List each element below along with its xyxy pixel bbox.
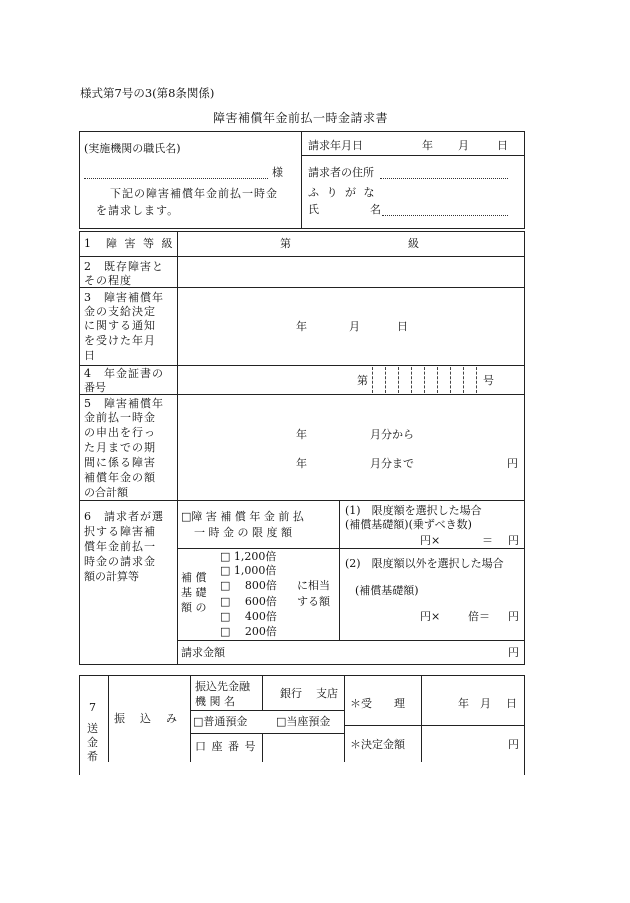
bank-ginko: 銀行 — [280, 687, 302, 700]
row3-day: 日 — [397, 320, 408, 333]
soto-1: に相当 — [297, 579, 330, 592]
receipt-month: 月 — [480, 697, 491, 710]
cert-digit-sep — [411, 367, 412, 393]
row1-dai: 第 — [280, 237, 291, 250]
case2-sub: (補償基礎額) — [355, 584, 419, 597]
row3-label-4: 日 — [84, 349, 95, 362]
cert-digit-sep — [437, 367, 438, 393]
row-sep-4 — [79, 394, 525, 395]
case2-yen2: 円 — [508, 610, 519, 623]
row1-label: 1 障 害 等 級 — [84, 237, 175, 250]
remit-row-b — [190, 733, 344, 734]
multiplier-200[interactable]: □ 200倍 — [220, 625, 277, 638]
address-dotted-line[interactable] — [380, 178, 508, 179]
furigana-label: ふ り が な — [308, 186, 377, 199]
remit-col-3b — [262, 733, 263, 762]
cert-digit-sep — [463, 367, 464, 393]
hosho-kiso-3: 額 の — [181, 601, 207, 614]
case2-yen: 円× — [420, 610, 441, 623]
decision-yen: 円 — [508, 738, 519, 751]
row6-label-4: 額の計算等 — [84, 570, 139, 583]
row6-label-1: 択する障害補 — [84, 525, 156, 538]
request-text-2: を請求します。 — [96, 204, 180, 217]
row3-label-2: に関する通知 — [84, 319, 156, 332]
toza-checkbox[interactable]: □当座預金 — [276, 715, 331, 728]
row5-label-1: 金前払一時金 — [84, 411, 156, 424]
row2-label-2: その程度 — [84, 274, 132, 287]
case1-sub: (補償基礎額)(乗ずべき数) — [345, 518, 472, 531]
row6-mid-divider — [339, 500, 340, 640]
row4-label-2: 番号 — [84, 381, 106, 394]
remit-char-1: 金 — [87, 736, 98, 749]
name-label-1: 氏 — [308, 203, 319, 216]
case2-title: (2) 限度額以外を選択した場合 — [345, 557, 504, 570]
row4-go: 号 — [483, 374, 494, 387]
row3-label-3: を受けた年月 — [84, 334, 156, 347]
multiplier-1000[interactable]: □ 1,000倍 — [220, 564, 277, 577]
agency-label: (実施機関の職氏名) — [84, 142, 181, 155]
remit-row-a — [190, 710, 344, 711]
account-label: 口 座 番 号 — [195, 740, 257, 753]
row-sep-6 — [177, 640, 525, 641]
claim-amount-yen: 円 — [508, 646, 519, 659]
bank-label-2: 機 関 名 — [195, 695, 235, 708]
row5-label-3: た月までの期 — [84, 441, 156, 454]
date-month: 月 — [458, 139, 469, 152]
row5-label-6: の合計額 — [84, 486, 128, 499]
row5-label-5: 補償年金の額 — [84, 471, 156, 484]
remit-col-4 — [344, 675, 345, 762]
name-dotted-line[interactable] — [382, 215, 508, 216]
case2-eq: 倍＝ — [468, 610, 490, 623]
case1-yen2: 円 — [508, 534, 519, 547]
row4-label-1: 4 年金証書の — [84, 367, 164, 380]
case1-title: (1) 限度額を選択した場合 — [345, 504, 482, 517]
row-sep-5 — [79, 500, 525, 501]
remit-row-c — [344, 725, 525, 726]
sama-label: 様 — [272, 166, 283, 179]
row6-label-3: 時金の請求金 — [84, 555, 156, 568]
request-text-1: 下記の障害補償年金前払一時金 — [110, 187, 278, 200]
case1-yen: 円× — [420, 534, 441, 547]
row6-label-2: 償年金前払一 — [84, 540, 156, 553]
remit-col-3a — [262, 675, 263, 710]
row-sep-1 — [79, 256, 525, 257]
row5-yen: 円 — [507, 457, 518, 470]
header-divider — [301, 131, 302, 229]
row5-year-2: 年 — [296, 457, 307, 470]
limit-checkbox-line-2: 一 時 金 の 限 度 額 — [194, 526, 292, 539]
row6-case-sep — [339, 548, 525, 549]
hosho-kiso-2: 基 礎 — [181, 586, 207, 599]
multiplier-1200[interactable]: □ 1,200倍 — [220, 550, 277, 563]
remit-col-1 — [108, 675, 109, 762]
multiplier-400[interactable]: □ 400倍 — [220, 610, 277, 623]
name-label-2: 名 — [370, 203, 381, 216]
hosho-kiso-1: 補 償 — [181, 571, 207, 584]
date-day: 日 — [497, 139, 508, 152]
row3-label-1: 金の支給決定 — [84, 305, 156, 318]
remit-col-5 — [421, 675, 422, 762]
futsu-checkbox[interactable]: □普通預金 — [193, 715, 248, 728]
cert-digit-sep — [476, 367, 477, 393]
claim-amount-label: 請求金額 — [181, 646, 225, 659]
remit-col-2 — [190, 675, 191, 762]
row3-label-0: 3 障害補償年 — [84, 291, 164, 304]
receipt-year: 年 — [458, 697, 469, 710]
multiplier-800[interactable]: □ 800倍 — [220, 579, 277, 592]
limit-checkbox-line-1[interactable]: □障 害 補 償 年 金 前 払 — [181, 510, 304, 523]
cert-digit-sep — [372, 367, 373, 393]
receipt-label: ＊受 理 — [350, 697, 405, 710]
row2-label-1: 2 既存障害と — [84, 260, 164, 273]
row3-month: 月 — [349, 320, 360, 333]
cert-digit-sep — [385, 367, 386, 393]
row5-from: 月分から — [370, 428, 414, 441]
row1-kyu: 級 — [408, 237, 419, 250]
row-sep-3 — [79, 365, 525, 366]
row5-label-2: の申出を行っ — [84, 426, 156, 439]
remit-section-number: 7 — [89, 701, 96, 714]
header-date-line — [301, 155, 525, 156]
row6-limit-sep — [177, 548, 339, 549]
furikomi-label: 振 込 み — [114, 712, 179, 725]
cert-digit-sep — [450, 367, 451, 393]
row5-to: 月分まで — [370, 457, 414, 470]
receipt-day: 日 — [506, 697, 517, 710]
bank-shiten: 支店 — [316, 687, 338, 700]
row-sep-2 — [79, 287, 525, 288]
multiplier-600[interactable]: □ 600倍 — [220, 595, 277, 608]
row6-label-0: 6 請求者が選 — [84, 510, 164, 523]
row5-label-4: 間に係る障害 — [84, 456, 156, 469]
cert-digit-sep — [398, 367, 399, 393]
row5-year-1: 年 — [296, 428, 307, 441]
bank-label-1: 振込先金融 — [195, 680, 250, 693]
row3-year: 年 — [296, 320, 307, 333]
address-label: 請求者の住所 — [308, 166, 374, 179]
cert-digit-sep — [424, 367, 425, 393]
decision-label: ＊決定金額 — [350, 738, 405, 751]
main-label-col-line — [177, 231, 178, 665]
row5-label-0: 5 障害補償年 — [84, 397, 164, 410]
remit-char-2: 希 — [87, 750, 98, 763]
soto-2: する額 — [297, 595, 330, 608]
remit-char-0: 送 — [87, 722, 98, 735]
date-label: 請求年月日 — [308, 139, 363, 152]
row4-dai: 第 — [357, 374, 368, 387]
date-year: 年 — [422, 139, 433, 152]
form-number: 様式第7号の3(第8条関係) — [80, 86, 215, 100]
page-title: 障害補償年金前払一時金請求書 — [213, 111, 389, 125]
case1-eq: ＝ — [482, 534, 493, 547]
agency-dotted-line[interactable] — [84, 178, 268, 179]
